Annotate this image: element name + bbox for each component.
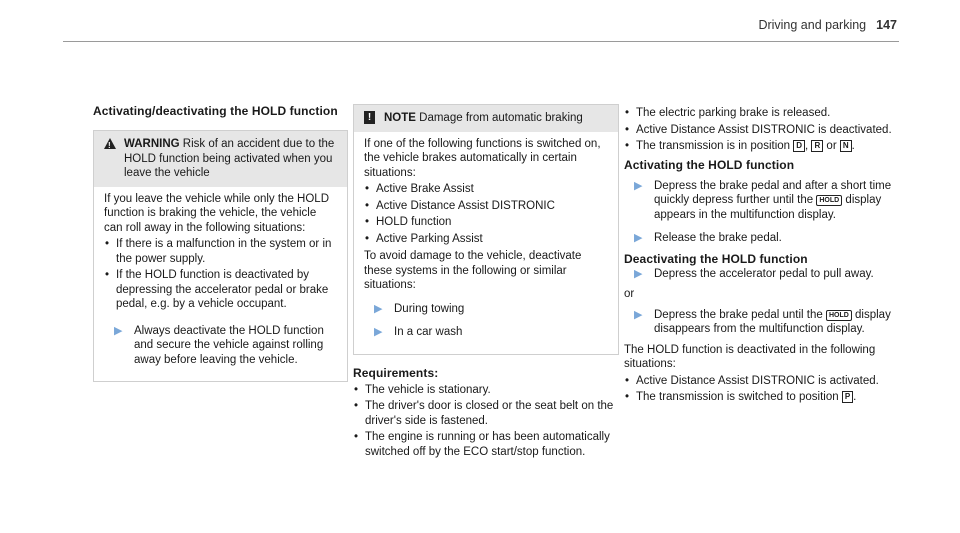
section-heading: Activating/deactivating the HOLD function — [93, 104, 338, 118]
action-step: ▶ Always deactivate the HOLD function and secure the vehicle against rolling away before leaving the vehicle. — [114, 324, 324, 366]
arrow-icon: ▶ — [634, 308, 643, 321]
note-body: If one of the following functions is switched on, the vehicle brakes automatically in certain situations: — [364, 137, 601, 179]
arrow-icon: ▶ — [634, 267, 643, 280]
running-header — [758, 18, 897, 32]
list-item: • HOLD function — [365, 216, 452, 228]
warning-triangle-icon — [104, 138, 116, 149]
note-label: NOTE — [384, 112, 416, 124]
column-3 — [624, 104, 900, 407]
warning-text: Risk of an accident due to the HOLD function being activated when you leave the vehicle — [124, 138, 335, 179]
gear-p-key: P — [842, 391, 853, 403]
hold-indicator-icon: HOLD — [826, 310, 852, 321]
action-step: ▶ During towing — [374, 302, 465, 315]
deactivated-intro: The HOLD function is deactivated in the following situations: — [624, 343, 876, 370]
deactivating-heading: Deactivating the HOLD function — [624, 251, 808, 266]
arrow-icon: ▶ — [634, 232, 643, 244]
list-item: • The transmission is switched to position P . — [625, 391, 857, 403]
activating-heading: Activating the HOLD function — [624, 157, 795, 172]
list-item: • Active Distance Assist DISTRONIC — [365, 199, 555, 212]
page-number: 147 — [876, 18, 897, 32]
arrow-icon: ▶ — [374, 302, 383, 315]
list-item: • The driver's door is closed or the seat belt on the driver's side is fastened. — [354, 400, 614, 427]
note-box — [353, 104, 619, 355]
hold-indicator-icon: HOLD — [816, 195, 842, 206]
list-item: • The engine is running or has been automatically switched off by the ECO start/stop function. — [354, 431, 610, 458]
gear-n-key: N — [840, 140, 852, 152]
warning-box — [93, 130, 348, 382]
action-step: ▶ Depress the brake pedal until the HOLD display disappears from the multifunction display. — [634, 308, 891, 335]
list-item: • The vehicle is stationary. — [354, 383, 491, 396]
list-item: • The transmission is in position D , R or N . — [625, 140, 855, 152]
action-step: ▶ Depress the accelerator pedal to pull away. — [634, 267, 874, 280]
warning-body: If you leave the vehicle while only the HOLD function is braking the vehicle, the vehicle can roll away in the following situations: — [104, 192, 330, 234]
action-step: ▶ Release the brake pedal. — [634, 232, 782, 244]
list-item: • Active Distance Assist DISTRONIC is deactivated. — [625, 123, 892, 136]
list-item: • The electric parking brake is released. — [625, 107, 831, 119]
section-title: Driving and parking — [758, 18, 867, 32]
note-text: Damage from automatic braking — [419, 112, 583, 124]
action-step: ▶ Depress the brake pedal and after a short time quickly depress further until the HOLD display appears in the multifunction display. — [634, 179, 892, 221]
gear-d-key: D — [793, 140, 805, 152]
column-1 — [93, 104, 348, 382]
action-step: ▶ In a car wash — [374, 326, 463, 338]
arrow-icon: ▶ — [374, 326, 383, 338]
or-text: or — [624, 288, 635, 300]
arrow-icon: ▶ — [114, 324, 123, 337]
list-item: • Active Brake Assist — [365, 183, 474, 195]
note-avoid-text: To avoid damage to the vehicle, deactivate these systems in the following or similar situations: — [364, 250, 582, 291]
list-item: • Active Parking Assist — [365, 232, 483, 245]
gear-r-key: R — [811, 140, 823, 152]
arrow-icon: ▶ — [634, 179, 643, 192]
list-item: • If the HOLD function is deactivated by depressing the accelerator pedal or brake pedal, e.g. by a vehicle occupant. — [105, 269, 329, 310]
requirements-heading: Requirements: — [353, 365, 439, 380]
note-icon: ! — [364, 111, 375, 124]
warning-label: WARNING — [124, 138, 180, 150]
list-item: • Active Distance Assist DISTRONIC is activated. — [625, 374, 879, 387]
list-item: • If there is a malfunction in the system or in the power supply. — [105, 238, 332, 265]
header-rule — [63, 41, 899, 42]
column-2 — [353, 104, 619, 461]
